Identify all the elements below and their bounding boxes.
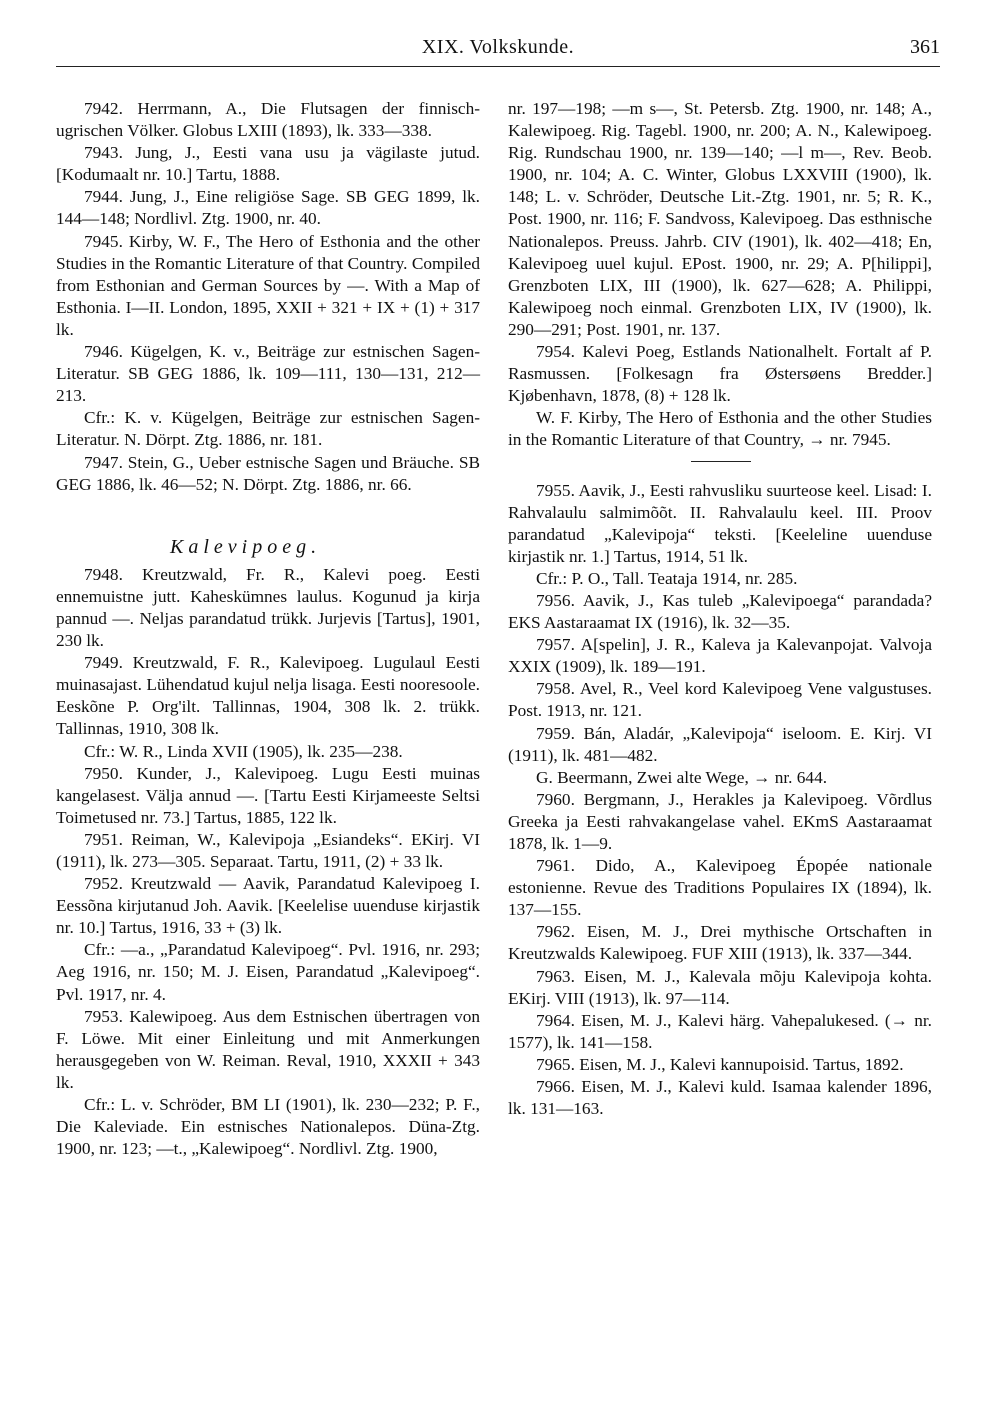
page-header [56, 36, 940, 66]
bib-entry-7961: 7961. Dido, A., Kalevipoeg Épopée nationale estonienne. Revue des Traditions Populaires IX (1894), lk. 137—155. [508, 856, 932, 920]
bib-note-7953-cfr: Cfr.: L. v. Schröder, BM LI (1901), lk. 230—232; P. F., Die Kaleviade. Ein estnisches Nationalepos. Düna-Ztg. 1900, nr. 123; —t., „Kalewipoeg“. Nordlivl. Ztg. 1900, [56, 1095, 480, 1159]
bib-entry-7943: 7943. Jung, J., Eesti vana usu ja vägilaste jutud. [Kodumaalt nr. 10.] Tartu, 1888. [56, 143, 480, 185]
left-column [56, 98, 480, 1160]
right-column [508, 98, 932, 1120]
bib-entry-7948: 7948. Kreutzwald, Fr. R., Kalevi poeg. Eesti ennemuistne jutt. Kaheskümnes laulus. Kogunud ja kirja pannud —. Neljas parandatud trükk. Jurjevis [Tartus], 1901, 230 lk. [56, 564, 480, 651]
bib-entry-7947: 7947. Stein, G., Ueber estnische Sagen und Bräuche. SB GEG 1886, lk. 46—52; N. Dörpt. Ztg. 1886, nr. 66. [56, 452, 480, 494]
bib-crossref-beermann: G. Beermann, Zwei alte Wege, → nr. 644. [536, 767, 828, 787]
bib-entry-7958: 7958. Avel, R., Veel kord Kalevipoeg Vene valgustuses. Post. 1913, nr. 121. [508, 679, 932, 721]
bib-entry-7951: 7951. Reiman, W., Kalevipoja „Esiandeks“. EKirj. VI (1911), lk. 273—305. Separaat. Tartu, 1911, (2) + 33 lk. [56, 829, 480, 871]
bib-entry-7946: 7946. Kügelgen, K. v., Beiträge zur estnischen Sagen-Literatur. SB GEG 1886, lk. 109—111, 130—131, 212—213. [56, 342, 480, 406]
bib-note-7955-cfr: Cfr.: P. O., Tall. Teataja 1914, nr. 285. [536, 568, 798, 588]
bib-entry-7949: 7949. Kreutzwald, F. R., Kalevipoeg. Lugulaul Eesti muinasajast. Lühendatud kujul nelja lisaga. Eesti nooresoole. Eeskõne P. Org'ilt. Tallinnas, 1904, 308 lk. 2. trükk. Tallinnas, 1910, 308 lk. [56, 653, 480, 739]
header-rule [56, 66, 940, 67]
bib-entry-7952: 7952. Kreutzwald — Aavik, Parandatud Kalevipoeg I. Eessõna kirjutanud Joh. Aavik. [Keelelise uuenduse kirjastik nr. 10.] Tartus, 1916, 33 + (3) lk. [56, 874, 480, 938]
bib-entry-7963: 7963. Eisen, M. J., Kalevala mõju Kalevipoja kohta. EKirj. VIII (1913), lk. 97—114. [508, 966, 932, 1008]
section-divider [508, 452, 932, 474]
section-title-kalevipoeg: Kalevipoeg. [170, 535, 322, 558]
running-head: XIX. Volkskunde. [421, 36, 575, 58]
bib-entry-7953: 7953. Kalewipoeg. Aus dem Estnischen übertragen von F. Löwe. Mit einer Einleitung und mit Anmerkungen herausgegeben von W. Reiman. Reval, 1910, XXXII + 343 lk. [56, 1006, 480, 1092]
bib-entry-7954: 7954. Kalevi Poeg, Estlands Nationalhelt. Fortalt af P. Rasmussen. [Folkesagn fra Østersøens Bredder.] Kjøbenhavn, 1878, (8) + 128 lk. [508, 342, 932, 406]
bib-entry-7957: 7957. A[spelin], J. R., Kaleva ja Kalevanpojat. Valvoja XXIX (1909), lk. 189—191. [508, 635, 932, 677]
bib-note-7946-cfr: Cfr.: K. v. Kügelgen, Beiträge zur estnischen Sagen-Literatur. N. Dörpt. Ztg. 1886, nr. 181. [56, 408, 480, 450]
bib-entry-7955: 7955. Aavik, J., Eesti rahvusliku suurteose keel. Lisad: I. Rahvalaulu salmimõõt. II. Rahvalaulu keel. III. Proov parandatud „Kalevipoja“ teksti. [Keeleline uuenduse kirjastik nr. 1.] Tartus, 1914, 51 lk. [508, 480, 932, 566]
bib-entry-7960: 7960. Bergmann, J., Herakles ja Kalevipoeg. Võrdlus Greeka ja Eesti rahvakangelase vahel. EKmS Aastaraamat 1878, lk. 1—9. [508, 789, 932, 853]
bib-entry-7965: 7965. Eisen, M. J., Kalevi kannupoisid. Tartus, 1892. [536, 1054, 904, 1074]
page-number: 361 [910, 36, 940, 58]
bib-note-7952-cfr: Cfr.: —a., „Parandatud Kalevipoeg“. Pvl. 1916, nr. 293; Aeg 1916, nr. 150; M. J. Eisen, Parandatud „Kalevipoeg“. Pvl. 1917, nr. 4. [56, 940, 480, 1004]
bib-entry-7959: 7959. Bán, Aladár, „Kalevipoja“ iseloom. E. Kirj. VI (1911), lk. 481—482. [508, 723, 932, 765]
bib-entry-7962: 7962. Eisen, M. J., Drei mythische Ortschaften in Kreutzwalds Kalewipoeg. FUF XIII (1913), lk. 337—344. [508, 922, 932, 964]
bib-entry-7966: 7966. Eisen, M. J., Kalevi kuld. Isamaa kalender 1896, lk. 131—163. [508, 1077, 932, 1119]
bib-entry-7964: 7964. Eisen, M. J., Kalevi härg. Vahepalukesed. (→ nr. 1577), lk. 141—158. [508, 1010, 932, 1052]
bib-entry-7956: 7956. Aavik, J., Kas tuleb „Kalevipoega“ parandada? EKS Aastaraamat IX (1916), lk. 32—35. [508, 590, 932, 633]
bib-entry-7942: 7942. Herrmann, A., Die Flutsagen der finnisch-ugrischen Völker. Globus LXIII (1893), lk. 333—338. [56, 99, 480, 141]
bib-entry-7944: 7944. Jung, J., Eine religiöse Sage. SB GEG 1899, lk. 144—148; Nordlivl. Ztg. 1900, nr. 40. [56, 187, 480, 229]
bib-continuation: nr. 197—198; —m s—, St. Petersb. Ztg. 1900, nr. 148; A., Kalewipoeg. Rig. Tagebl. 1900, nr. 200; A. N., Kalewipoeg. Rig. Rundschau 1900, nr. 139—140; —l m—, Rev. Beob. 1900, nr. 104; A. C. Winter, Globus LXXVIII (1900), lk. 148; L. v. Schröder, Deutsche Lit.-Ztg. 1901, nr. 5; R. K., Post. 1900, nr. 116; F. Sandvoss, Kalevipoeg. Das esthnische Nationalepos. Preuss. Jahrb. CIV (1901), lk. 402—418; En, Kalevipoeg uuel kujul. EPost. 1900, nr. 29; A. P[hilippi], Grenzboten LIX, III (1900), lk. 627—628; A. Philippi, Kalewipoeg noch einmal. Grenzboten LIX, IV (1900), lk. 290—291; Post. 1901, nr. 137. [508, 99, 932, 339]
bib-entry-7945: 7945. Kirby, W. F., The Hero of Esthonia and the other Studies in the Romantic Literature of that Country. Compiled from Esthonian and German Sources by —. With a Map of Esthonia. I—II. London, 1895, XXII + 321 + IX + (1) + 317 lk. [56, 231, 480, 339]
bib-crossref-kirby: W. F. Kirby, The Hero of Esthonia and the other Studies in the Romantic Literature of that Country, → nr. 7945. [508, 408, 932, 450]
bib-entry-7950: 7950. Kunder, J., Kalevipoeg. Lugu Eesti muinas kangelasest. Välja annud —. [Tartu Eesti Kirjameeste Seltsi Toimetused nr. 73.] Tartus, 1885, 122 lk. [56, 763, 480, 827]
bib-note-7949-cfr: Cfr.: W. R., Linda XVII (1905), lk. 235—238. [84, 741, 403, 761]
